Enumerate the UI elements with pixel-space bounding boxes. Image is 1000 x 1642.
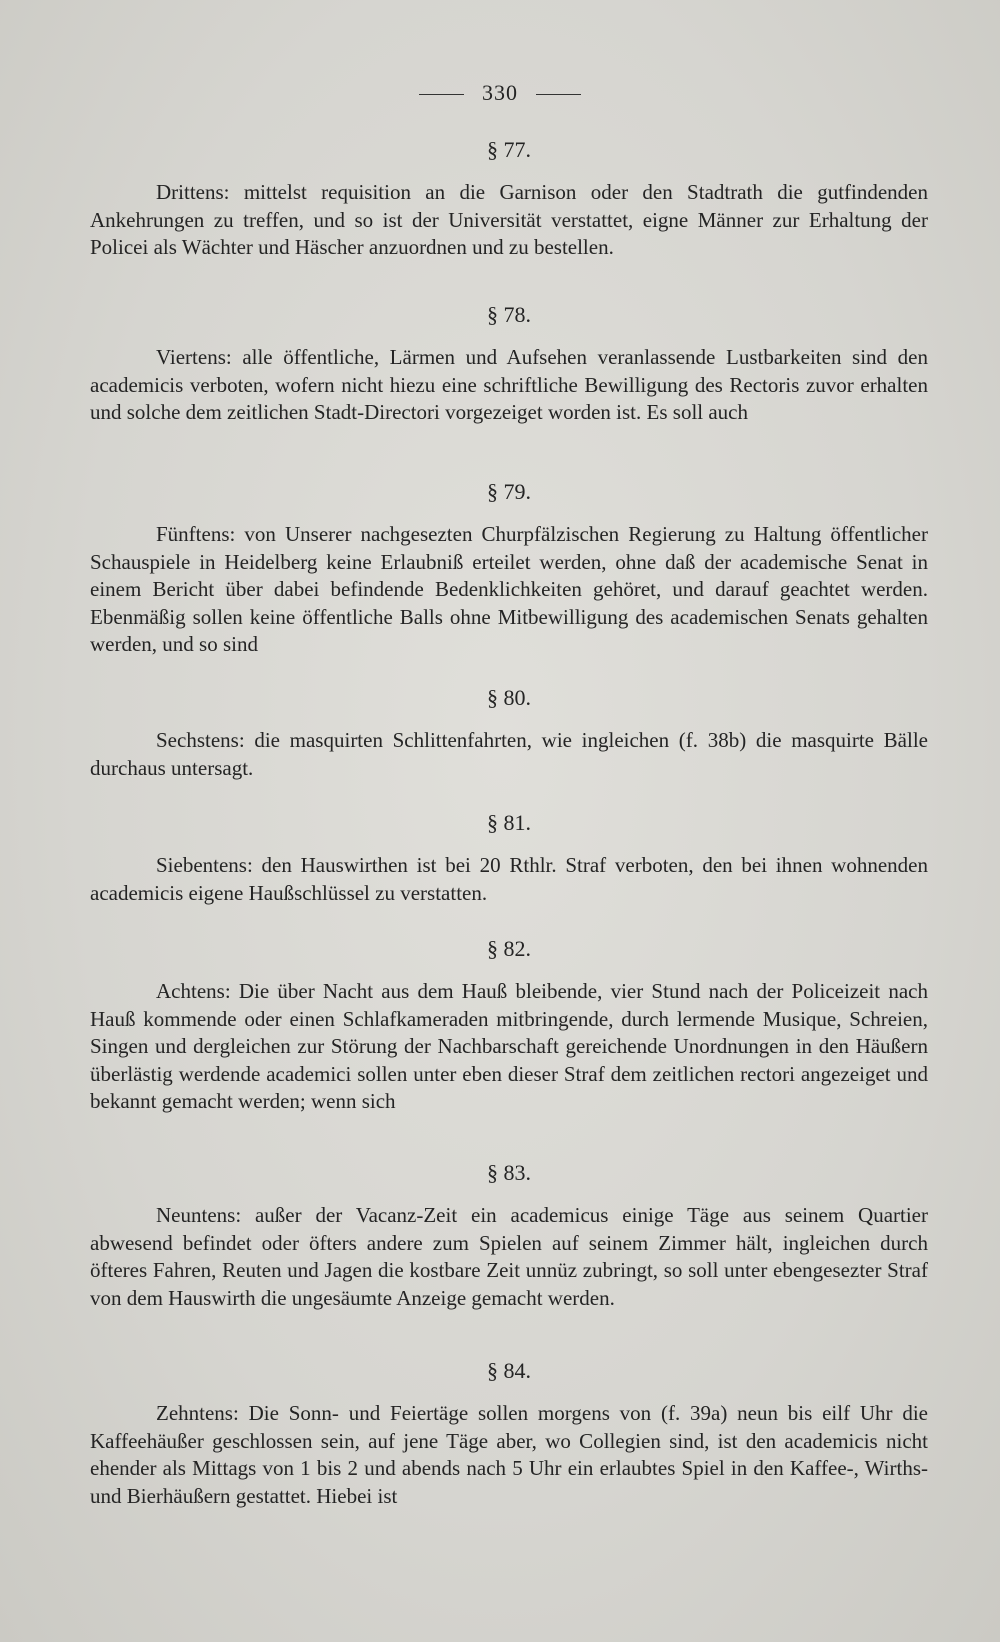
- section-text: Achtens: Die über Nacht aus dem Hauß bleibende, vier Stund nach der Policeizeit nach Hauß kommende oder einen Schlafkameraden mitbringende, durch lermende Musique, Schreien, Singen und dergleichen zur Störung der Nachbarschaft gereichende Unordnungen in den Häußern überlästig werdende academici sollen unter eben dieser Straf dem zeitlichen rectori angezeiget und bekannt gemacht werden; wenn sich: [90, 979, 928, 1114]
- page-header: [0, 80, 1000, 106]
- section-79: [90, 477, 928, 659]
- section-title: § 81.: [487, 810, 531, 835]
- section-title: § 78.: [487, 302, 531, 327]
- section-title: § 79.: [487, 479, 531, 504]
- section-77: [90, 135, 928, 262]
- section-title: § 80.: [487, 685, 531, 710]
- section-83: [90, 1158, 928, 1312]
- section-84: [90, 1356, 928, 1510]
- section-title: § 84.: [487, 1358, 531, 1383]
- section-title: § 77.: [487, 137, 531, 162]
- section-text: Fünftens: von Unserer nachgesezten Churpfälzischen Regierung zu Haltung öffentlicher Schauspiele in Heidelberg keine Erlaubniß erteilet werden, ohne daß der academische Senat in einem Bericht über dabei befindende Bedenklichkeiten gehöret, und darauf geachtet werden. Ebenmäßig sollen keine öffentliche Balls ohne Mitbewilligung des academischen Senats gehalten werden, und so sind: [90, 522, 928, 657]
- header-dash-right: [536, 94, 581, 95]
- section-text: Drittens: mittelst requisition an die Garnison oder den Stadtrath die gutfindenden Ankehrungen zu treffen, und so ist der Universität verstattet, eigne Männer zur Erhaltung der Policei als Wächter und Häscher anzuordnen und zu bestellen.: [90, 180, 928, 260]
- section-title: § 82.: [487, 936, 531, 961]
- section-78: [90, 300, 928, 427]
- section-text: Sechstens: die masquirten Schlittenfahrten, wie ingleichen (f. 38b) die masquirte Bälle durchaus untersagt.: [90, 728, 928, 780]
- page-number: 330: [482, 80, 518, 105]
- section-text: Neuntens: außer der Vacanz-Zeit ein academicus einige Täge aus seinem Quartier abwesend befindet oder öfters andere zum Spielen auf seinem Zimmer hält, ingleichen durch öfteres Fahren, Reuten und Jagen die kostbare Zeit unnüz zubringt, so soll unter ebengesezter Straf von dem Hauswirth die ungesäumte Anzeige gemacht werden.: [90, 1203, 928, 1310]
- section-82: [90, 934, 928, 1116]
- section-title: § 83.: [487, 1160, 531, 1185]
- section-81: [90, 808, 928, 907]
- header-dash-left: [419, 94, 464, 95]
- section-text: Viertens: alle öffentliche, Lärmen und Aufsehen veranlassende Lustbarkeiten sind den academicis verboten, wofern nicht hiezu eine schriftliche Bewilligung des Rectoris zuvor erhalten und solche dem zeitlichen Stadt-Directori vorgezeiget worden ist. Es soll auch: [90, 345, 928, 425]
- section-80: [90, 683, 928, 782]
- section-text: Zehntens: Die Sonn- und Feiertäge sollen morgens von (f. 39a) neun bis eilf Uhr die Kaffeehäußer geschlossen sein, auf jene Täge aber, wo Collegien sind, ist den academicis nicht ehender als Mittags von 1 bis 2 und abends nach 5 Uhr ein erlaubtes Spiel in den Kaffee-, Wirths- und Bierhäußern gestattet. Hiebei ist: [90, 1401, 928, 1508]
- section-text: Siebentens: den Hauswirthen ist bei 20 Rthlr. Straf verboten, den bei ihnen wohnenden academicis eigene Haußschlüssel zu verstatten.: [90, 853, 928, 905]
